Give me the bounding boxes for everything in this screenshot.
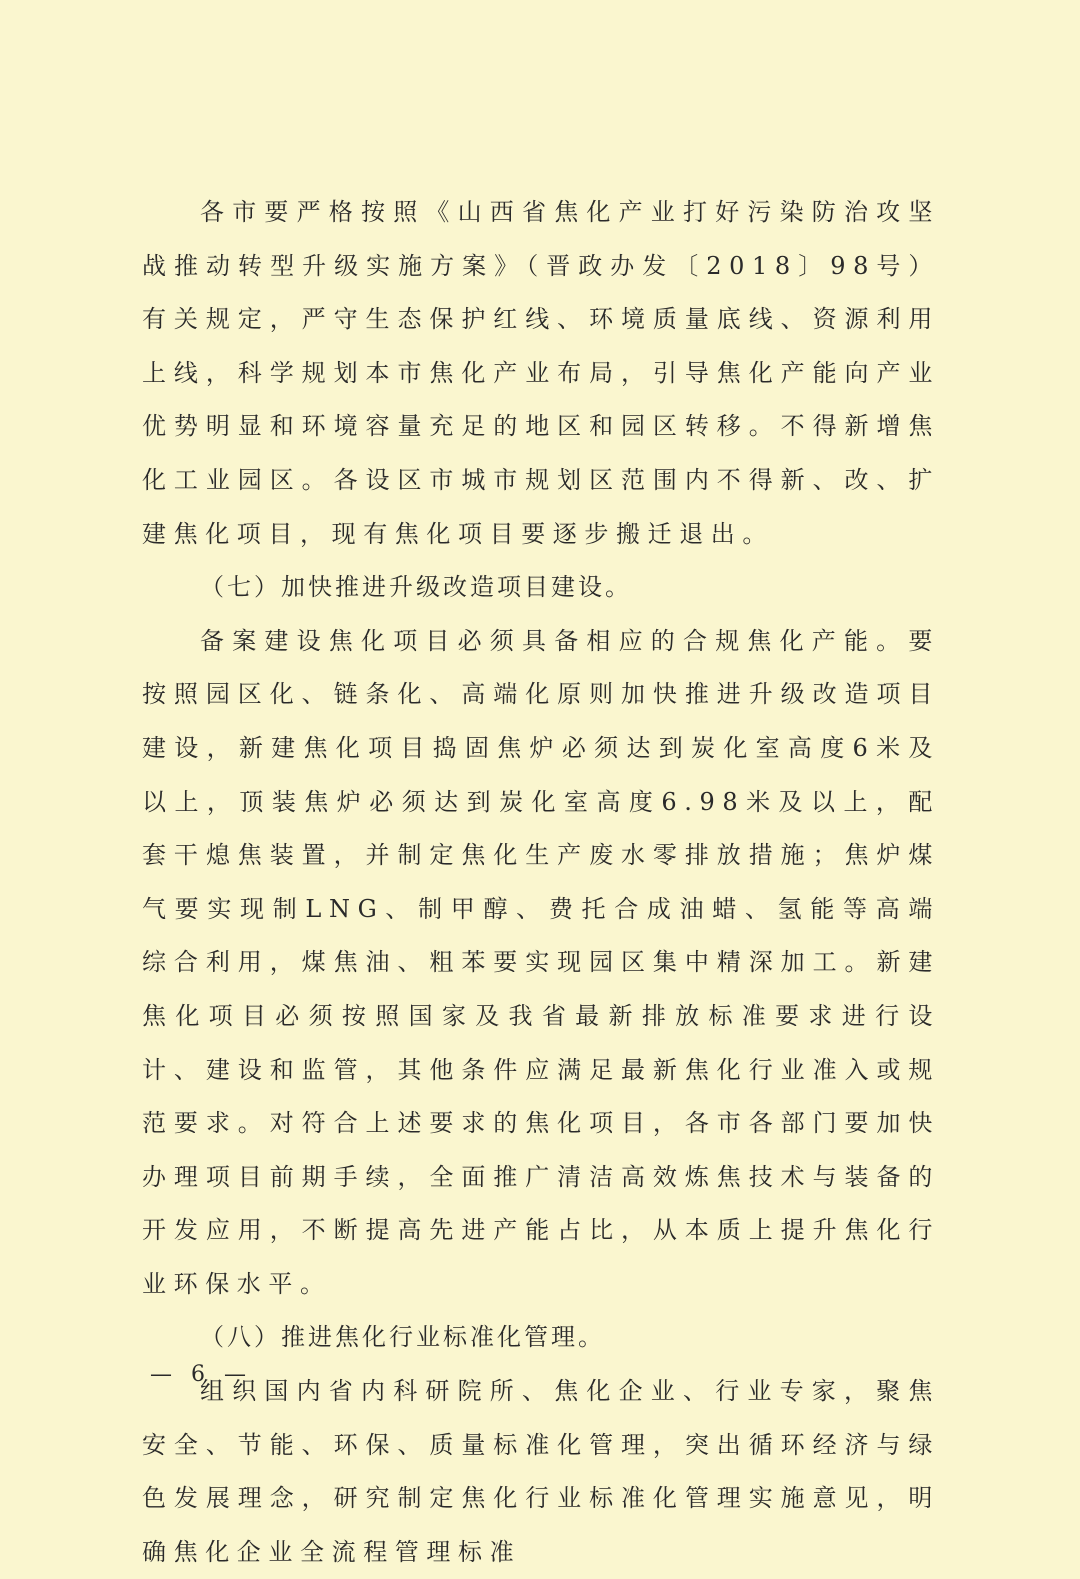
section-heading-8: （八）推进焦化行业标准化管理。 <box>200 1323 605 1352</box>
page-number: — 6 — <box>150 1362 252 1387</box>
paragraph-standardization: 组织国内省内科研院所、焦化企业、行业专家，聚焦安全、节能、环保、质量标准化管理，突出循环经济与绿色发展理念，研究制定焦化行业标准化管理实施意见，明确焦化企业全流程管理标准 <box>142 1377 940 1566</box>
paragraph-upgrade-projects: 备案建设焦化项目必须具备相应的合规焦化产能。要按照园区化、链条化、高端化原则加快推进升级改造项目建设，新建焦化项目捣固焦炉必须达到炭化室高度6米及以上，顶装焦炉必须达到炭化室高度6.98米及以上，配套干熄焦装置，并制定焦化生产废水零排放措施；焦炉煤气要实现制LNG、制甲醇、费托合成油蜡、氢能等高端综合利用，煤焦油、粗苯要实现园区集中精深加工。新建焦化项目必须按照国家及我省最新排放标准要求进行设计、建设和监管，其他条件应满足最新焦化行业准入或规范要求。对符合上述要求的焦化项目，各市各部门要加快办理项目前期手续，全面推广清洁高效炼焦技术与装备的开发应用，不断提高先进产能占比，从本质上提升焦化行业环保水平。 <box>142 626 940 1298</box>
paragraph-shanxi-plan: 各市要严格按照《山西省焦化产业打好污染防治攻坚战推动转型升级实施方案》（晋政办发〔2018〕98号）有关规定，严守生态保护红线、环境质量底线、资源利用上线，科学规划本市焦化产业布局，引导焦化产能向产业优势明显和环境容量充足的地区和园区转移。不得新增焦化工业园区。各设区市城市规划区范围内不得新、改、扩建焦化项目，现有焦化项目要逐步搬迁退出。 <box>142 198 940 548</box>
section-heading-7: （七）加快推进升级改造项目建设。 <box>200 573 632 602</box>
